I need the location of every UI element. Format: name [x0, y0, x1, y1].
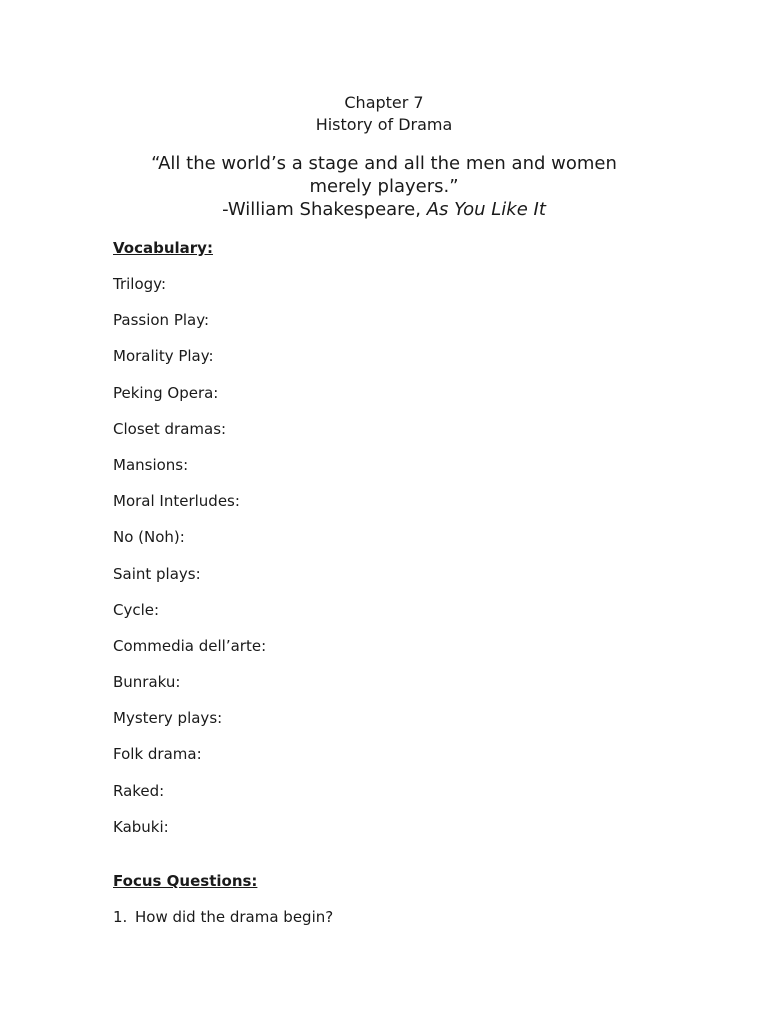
- vocab-term: Mystery plays:: [113, 709, 223, 728]
- vocab-term: Trilogy:: [113, 275, 166, 293]
- focus-question-item: [113, 907, 333, 927]
- quote-author: -William Shakespeare,: [222, 199, 427, 220]
- focus-questions-heading: Focus Questions:: [113, 872, 258, 890]
- quote-work-title: As You Like It: [426, 199, 546, 220]
- vocabulary-list: [113, 274, 266, 853]
- vocab-term: Passion Play:: [113, 311, 210, 330]
- vocab-term: Mansions:: [113, 455, 189, 474]
- vocab-term: No (Noh):: [113, 528, 185, 547]
- question-text: How did the drama begin?: [135, 908, 334, 926]
- quote-line-2: merely players.”: [309, 176, 459, 197]
- vocab-term: Morality Play:: [113, 347, 214, 366]
- vocab-term: Moral Interludes:: [113, 492, 240, 511]
- vocab-term: Raked:: [113, 781, 165, 800]
- vocab-term: Cycle:: [113, 600, 160, 619]
- quote-line-1: “All the world’s a stage and all the men and women: [151, 153, 617, 174]
- vocab-term: Bunraku:: [113, 673, 181, 692]
- vocabulary-heading: Vocabulary:: [113, 239, 213, 257]
- vocab-term: Peking Opera:: [113, 383, 219, 402]
- quote-attribution: [0, 198, 768, 221]
- vocab-term: Saint plays:: [113, 564, 201, 583]
- chapter-title: History of Drama: [315, 115, 453, 134]
- vocab-term: Kabuki:: [113, 817, 169, 836]
- vocab-term: Folk drama:: [113, 745, 202, 764]
- vocab-term: Closet dramas:: [113, 419, 227, 438]
- vocab-term: Commedia dell’arte:: [113, 636, 267, 655]
- question-number: 1.: [113, 908, 128, 926]
- chapter-label: Chapter 7: [344, 93, 424, 112]
